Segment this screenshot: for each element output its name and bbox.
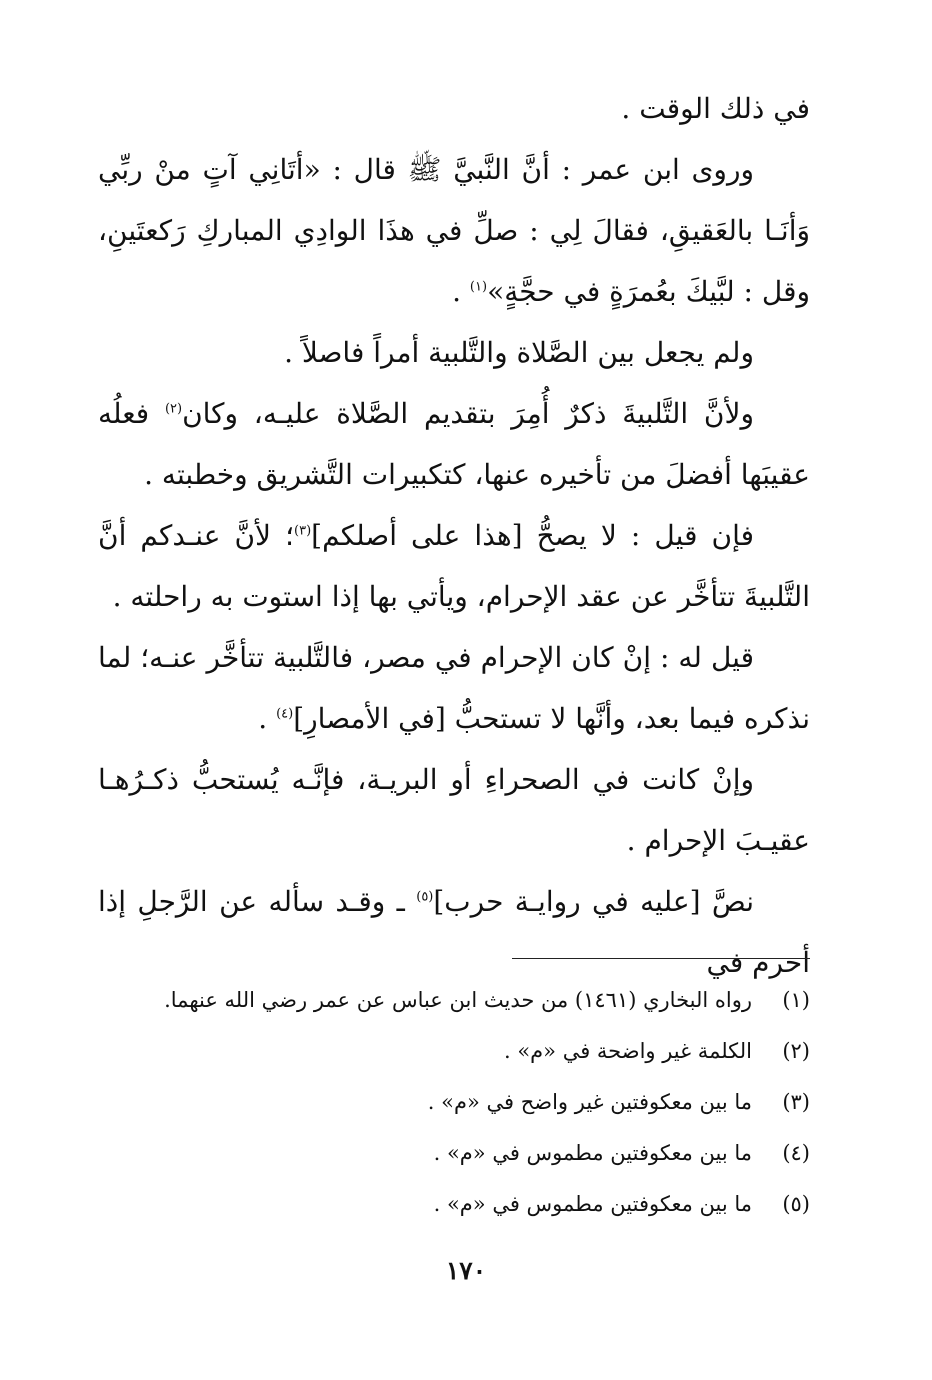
footnote-number: (٣) xyxy=(782,1090,810,1114)
paragraph-8: نصَّ [عليه في روايـة حرب]$^{(٥)}$ ـ وقـد سأله عن الرَّجلِ إذا أحرم في xyxy=(98,885,810,979)
footnote-text: رواه البخاري (١٤٦١) من حديث ابن عباس عن عمر رضي الله عنهما. xyxy=(164,988,752,1012)
footnote-ref-3: (٣) xyxy=(294,523,312,539)
footnote-5 xyxy=(170,1179,810,1230)
footnote-ref-2: (٢) xyxy=(164,401,183,417)
paragraph-4: ولأنَّ التَّلبيةَ ذكرٌ أُمِرَ بتقديم الصَّلاة عليـه، وكان$^{(٢)}$ فعلُه عقيبَها أفضلَ من تأخيره عنها، كتكبيرات التَّشريق وخطبته . xyxy=(98,397,810,491)
footnote-text: ما بين معكوفتين مطموس في «م» . xyxy=(433,1141,752,1165)
footnote-4 xyxy=(170,1128,810,1179)
footnote-ref-5: (٥) xyxy=(416,889,434,905)
paragraph-5: فإن قيل : لا يصحُّ [هذا على أصلكم]$^{(٣)}$؛ لأنَّ عنـدكم أنَّ التَّلبيةَ تتأخَّر عن عقد الإحرام، ويأتي بها إذا استوت به راحلته . xyxy=(98,519,810,613)
footnote-1 xyxy=(164,975,810,1026)
paragraph-6: قيل له : إنْ كان الإحرام في مصر، فالتَّلبية تتأخَّر عنـه؛ لما نذكره فيما بعد، وأنَّها لا تستحبُّ [في الأمصارِ]$^{(٤)}$ . xyxy=(98,641,810,735)
paragraph-3: ولم يجعل بين الصَّلاة والتَّلبية أمراً فاصلاً . xyxy=(284,336,754,369)
footnote-number: (١) xyxy=(782,988,810,1012)
footnote-text: الكلمة غير واضحة في «م» . xyxy=(503,1039,752,1063)
footnote-number: (٢) xyxy=(782,1039,810,1063)
footnote-number: (٤) xyxy=(782,1141,810,1165)
footnote-text: ما بين معكوفتين غير واضح في «م» . xyxy=(427,1090,752,1114)
paragraph-1: في ذلك الوقت . xyxy=(621,92,810,125)
footnotes xyxy=(164,975,810,1230)
footnote-number: (٥) xyxy=(782,1192,810,1216)
paragraph-7: وإنْ كانت في الصحراءِ أو البريـة، فإنَّـه يُستحبُّ ذكـرُهـا عقيـبَ الإحرام . xyxy=(98,763,810,857)
footnote-text: ما بين معكوفتين مطموس في «م» . xyxy=(433,1192,752,1216)
page-number: ١٧٠ xyxy=(445,1256,487,1285)
footnote-ref-1: (١) xyxy=(469,279,488,295)
main-text xyxy=(98,78,810,993)
paragraph-2: وروى ابن عمر : أنَّ النَّبيَّ ﷺ قال : «أتَانِي آتٍ منْ ربِّي وَأنَـا بالعَقيقِ، فقالَ لِي : صلِّ في هذَا الوادِي المباركِ رَكعتَينِ، وقل : لبَّيكَ بعُمرَةٍ في حجَّةٍ»$^{(١)}$ . xyxy=(98,153,810,308)
footnote-3 xyxy=(170,1077,810,1128)
footnote-separator xyxy=(512,958,810,959)
footnote-ref-4: (٤) xyxy=(276,706,294,722)
footnote-2 xyxy=(170,1026,810,1077)
